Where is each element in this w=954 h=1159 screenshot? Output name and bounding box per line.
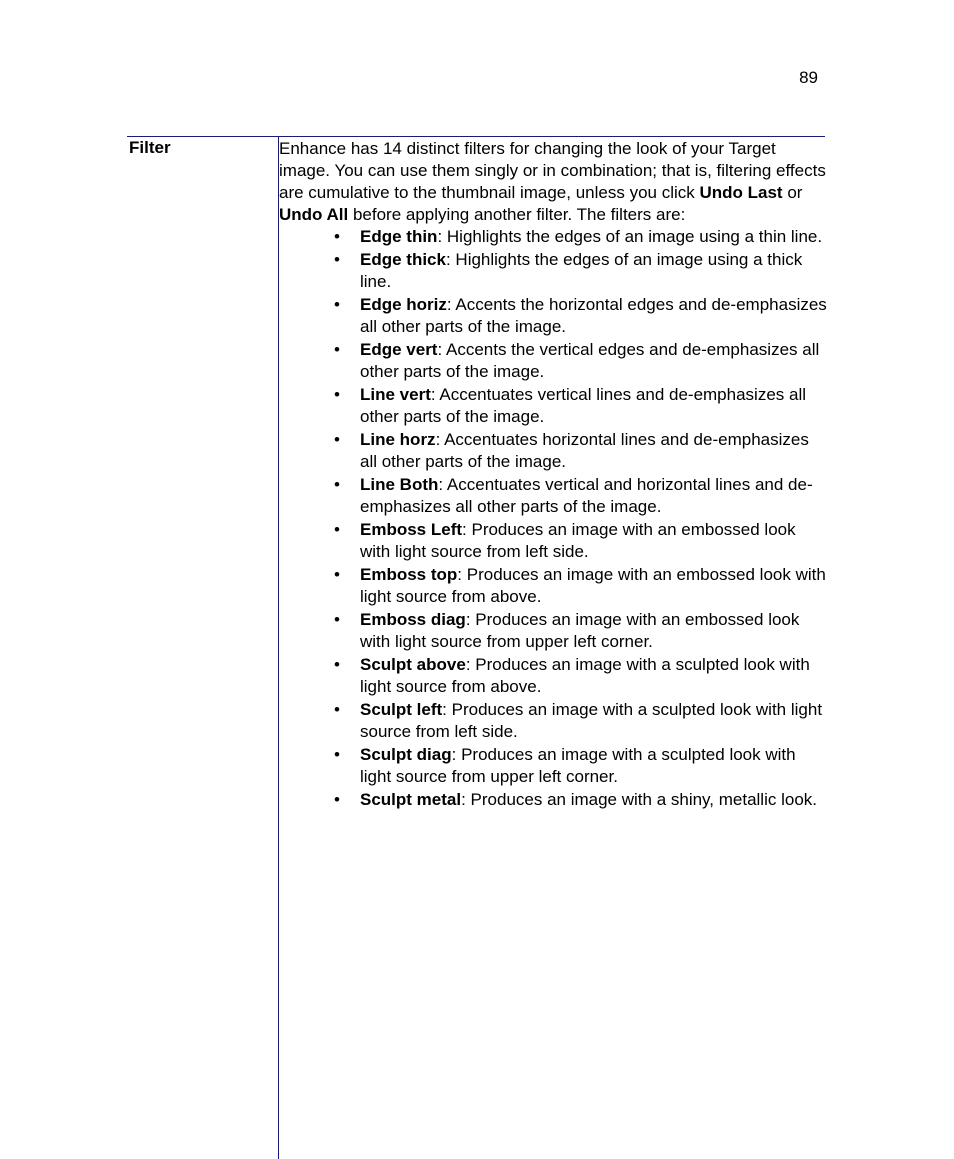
filter-description: : Highlights the edges of an image using a thin line. — [437, 227, 823, 246]
filter-list — [279, 226, 827, 811]
filter-list-item — [279, 564, 827, 608]
intro-paragraph — [279, 138, 827, 226]
filter-description: : Produces an image with a sculpted look with light source from above. — [360, 655, 810, 696]
intro-text-2: before applying another filter. The filters are: — [348, 205, 686, 224]
bullet-icon: • — [334, 520, 340, 539]
bullet-icon: • — [334, 385, 340, 404]
filter-description: : Accents the vertical edges and de-emphasizes all other parts of the image. — [360, 340, 820, 381]
filter-list-item — [279, 226, 827, 248]
filter-description: : Accentuates horizontal lines and de-emphasizes all other parts of the image. — [360, 430, 809, 471]
intro-text-1: Enhance has 14 distinct filters for changing the look of your Target image. You can use them singly or in combination; that is, filtering effects are cumulative to the thumbnail image, unless you click — [279, 139, 826, 202]
filter-name: Line horz — [360, 430, 436, 449]
filter-name: Edge vert — [360, 340, 438, 359]
filter-name: Sculpt diag — [360, 745, 452, 764]
filter-name: Edge thick — [360, 250, 446, 269]
filter-list-item — [279, 249, 827, 293]
filter-list-item — [279, 429, 827, 473]
filter-description: : Produces an image with a sculpted look with light source from left side. — [360, 700, 823, 741]
filter-description: : Highlights the edges of an image using a thick line. — [360, 250, 803, 291]
bullet-icon: • — [334, 340, 340, 359]
filter-name: Sculpt above — [360, 655, 466, 674]
bullet-icon: • — [334, 655, 340, 674]
filter-name: Edge thin — [360, 227, 438, 246]
filter-description: : Produces an image with an embossed look with light source from above. — [360, 565, 826, 606]
filter-name: Emboss Left — [360, 520, 463, 539]
filter-name: Sculpt metal — [360, 790, 462, 809]
bullet-icon: • — [334, 565, 340, 584]
filter-list-item — [279, 474, 827, 518]
filter-list-item — [279, 699, 827, 743]
bullet-icon: • — [334, 475, 340, 494]
filter-description: : Produces an image with a shiny, metallic look. — [461, 790, 817, 809]
filter-name: Line Both — [360, 475, 439, 494]
term-heading: Filter — [129, 138, 171, 157]
filter-list-item — [279, 744, 827, 788]
bullet-icon: • — [334, 227, 340, 246]
filter-list-item — [279, 384, 827, 428]
bullet-icon: • — [334, 250, 340, 269]
bullet-icon: • — [334, 430, 340, 449]
bullet-icon: • — [334, 745, 340, 764]
filter-description: : Accentuates vertical lines and de-emphasizes all other parts of the image. — [360, 385, 807, 426]
filter-description: : Produces an image with an embossed look with light source from left side. — [360, 520, 796, 561]
undo-all-term: Undo All — [279, 205, 349, 224]
filter-description: : Accentuates vertical and horizontal lines and de-emphasizes all other parts of the image. — [360, 475, 813, 516]
bullet-icon: • — [334, 610, 340, 629]
filter-list-item — [279, 609, 827, 653]
filter-list-item — [279, 654, 827, 698]
filter-list-item — [279, 339, 827, 383]
filter-name: Emboss top — [360, 565, 458, 584]
filter-name: Sculpt left — [360, 700, 443, 719]
filter-name: Edge horiz — [360, 295, 447, 314]
page-number: 89 — [799, 68, 818, 87]
filter-name: Line vert — [360, 385, 431, 404]
bullet-icon: • — [334, 790, 340, 809]
definition-content — [279, 138, 827, 812]
filter-description: : Produces an image with an embossed look with light source from upper left corner. — [360, 610, 800, 651]
filter-list-item — [279, 789, 827, 811]
filter-list-item — [279, 294, 827, 338]
filter-description: : Produces an image with a sculpted look with light source from upper left corner. — [360, 745, 796, 786]
filter-name: Emboss diag — [360, 610, 466, 629]
bullet-icon: • — [334, 700, 340, 719]
bullet-icon: • — [334, 295, 340, 314]
filter-list-item — [279, 519, 827, 563]
table-top-rule — [127, 136, 825, 137]
filter-description: : Accents the horizontal edges and de-emphasizes all other parts of the image. — [360, 295, 827, 336]
undo-last-term: Undo Last — [699, 183, 783, 202]
intro-or: or — [782, 183, 803, 202]
